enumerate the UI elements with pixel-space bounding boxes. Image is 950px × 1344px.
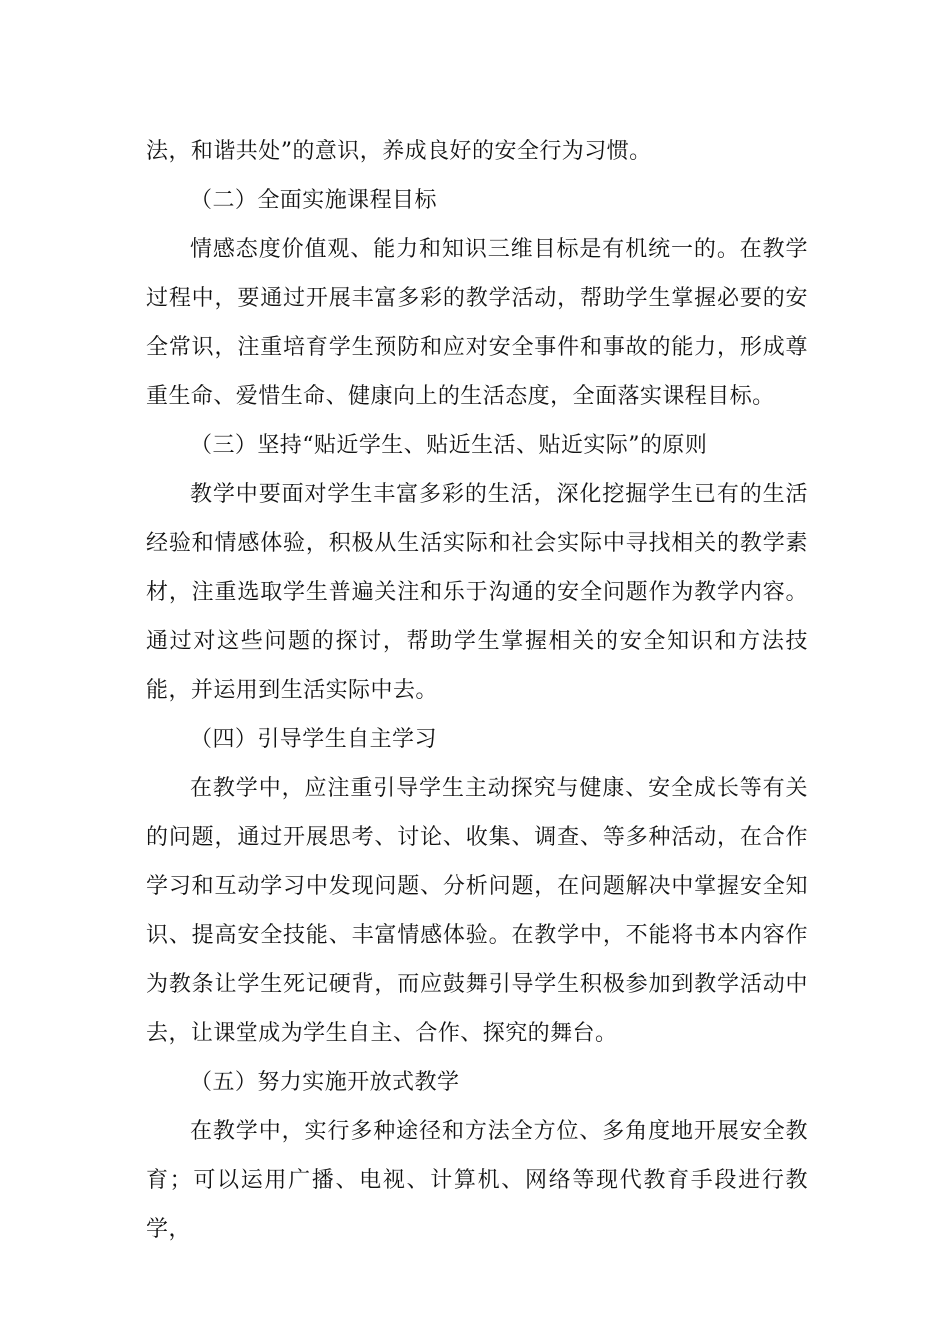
paragraph-continuation: 法，和谐共处”的意识，养成良好的安全行为习惯。 — [146, 139, 652, 164]
paragraph-course-goals: 情感态度价值观、能力和知识三维目标是有机统一的。在教学过程中，要通过开展丰富多彩的教学活动，帮助学生掌握必要的安全常识，注重培育学生预防和应对安全事件和事故的能力，形成尊重生命、爱惜生命、健康向上的生活态度，全面落实课程目标。 — [146, 237, 808, 409]
section-heading-2: （二）全面实施课程目标 — [190, 188, 437, 213]
paragraph-self-learning: 在教学中，应注重引导学生主动探究与健康、安全成长等有关的问题，通过开展思考、讨论、收集、调查、等多种活动，在合作学习和互动学习中发现问题、分析问题，在问题解决中掌握安全知识、提高安全技能、丰富情感体验。在教学中，不能将书本内容作为教条让学生死记硬背，而应鼓舞引导学生积极参加到教学活动中去，让课堂成为学生自主、合作、探究的舞台。 — [146, 776, 808, 1046]
document-body — [146, 127, 808, 1254]
paragraph-principle: 教学中要面对学生丰富多彩的生活，深化挖掘学生已有的生活经验和情感体验，积极从生活实际和社会实际中寻找相关的教学素材，注重选取学生普遍关注和乐于沟通的安全问题作为教学内容。通过对这些问题的探讨，帮助学生掌握相关的安全知识和方法技能，并运用到生活实际中去。 — [146, 482, 808, 703]
section-heading-5: （五）努力实施开放式教学 — [190, 1070, 460, 1095]
paragraph-open-teaching: 在教学中，实行多种途径和方法全方位、多角度地开展安全教育；可以运用广播、电视、计算机、网络等现代教育手段进行教学， — [146, 1119, 808, 1242]
section-heading-3: （三）坚持“贴近学生、贴近生活、贴近实际”的原则 — [190, 433, 708, 458]
section-heading-4: （四）引导学生自主学习 — [190, 727, 437, 752]
